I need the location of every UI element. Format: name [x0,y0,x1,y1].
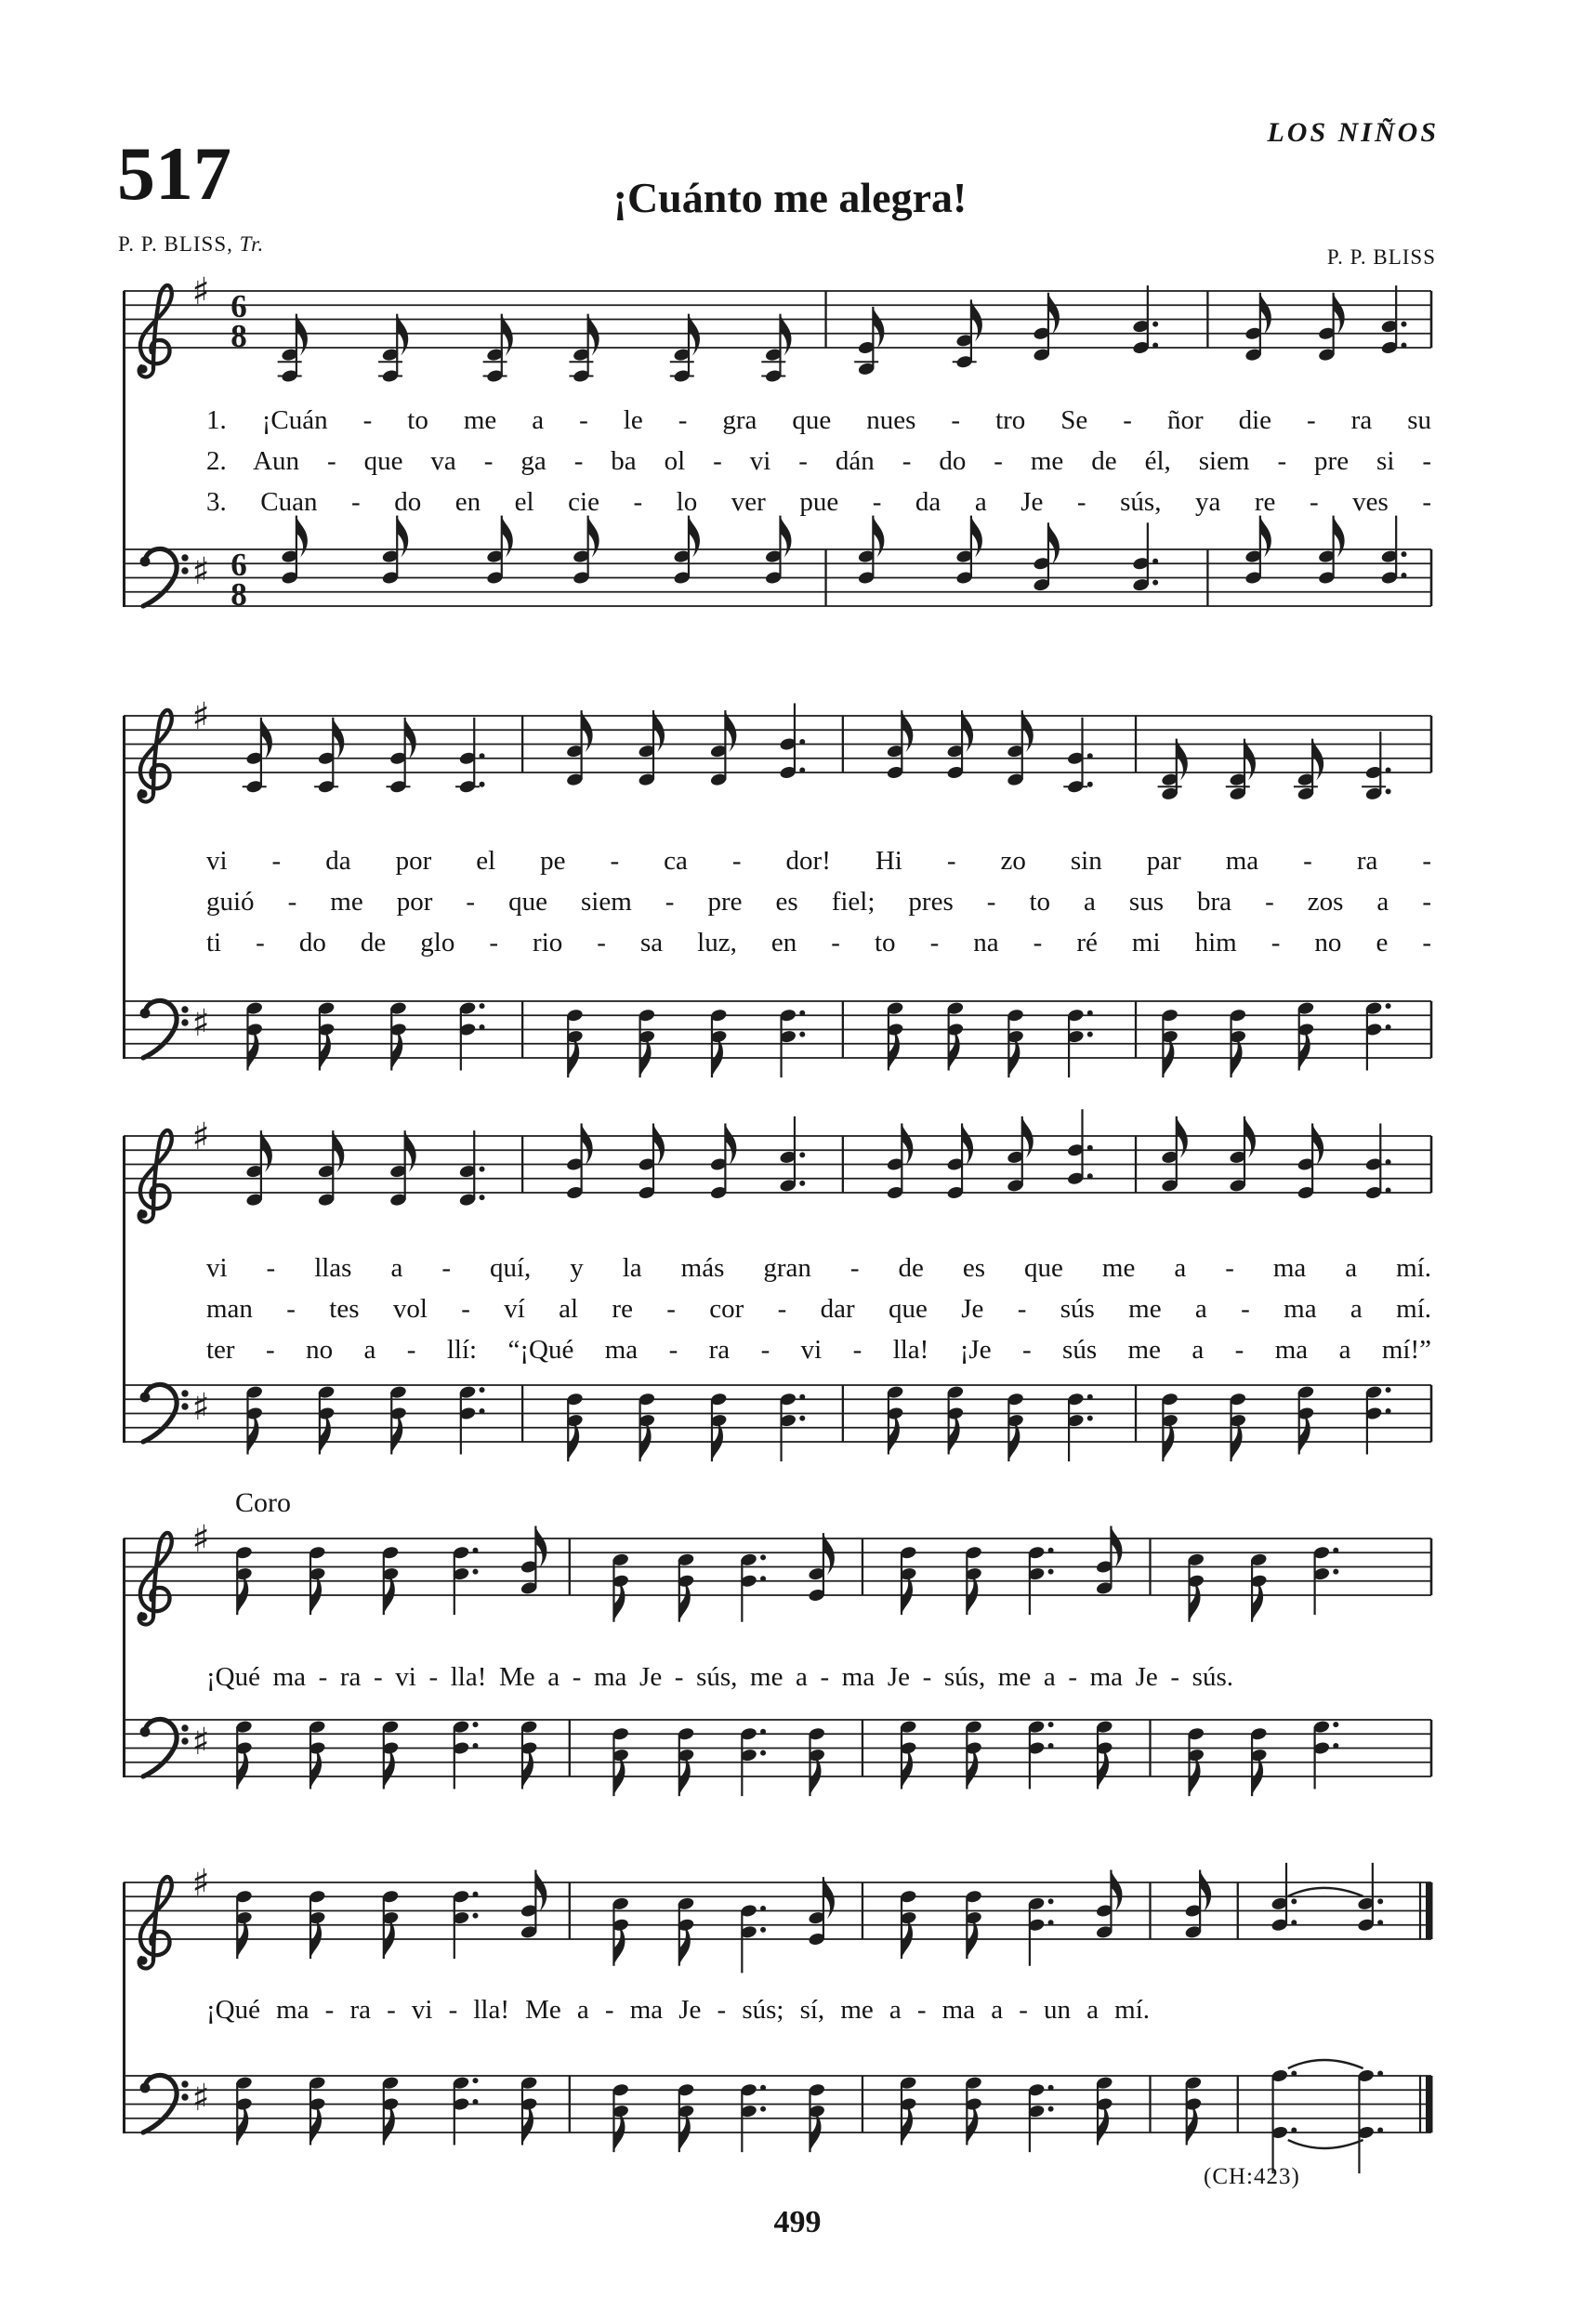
note-column [486,516,513,586]
note-column [677,1896,694,1966]
note-column [779,704,805,780]
note-column [566,1124,593,1200]
note-column [808,1877,835,1947]
note-column [381,1720,399,1789]
note-column [1033,293,1060,363]
note-column [1184,2076,1202,2146]
note-column [710,1392,728,1461]
note-column [520,1870,547,1940]
translator-abbr: Tr. [239,232,265,256]
treble-clef-icon [138,1533,171,1625]
note-column [858,516,885,586]
note-column [1184,1870,1211,1940]
note-column [761,314,791,384]
note-column [946,1001,964,1071]
note-column [566,1008,584,1077]
treble-clef-icon [138,1877,171,1969]
note-column [779,1392,805,1461]
key-signature-sharp-icon: ♯ [191,1386,210,1429]
note-column [381,2076,399,2146]
key-signature-sharp-icon: ♯ [191,1002,210,1045]
key-signature-sharp-icon: ♯ [191,1721,210,1763]
verse-1-line-1: 1. ¡Cuán - to me a - le - gra que nues - tro Se - ñor die - ra su [206,405,1431,435]
note-column [235,1889,253,1959]
note-column [1027,2082,1053,2152]
note-column [965,2076,982,2146]
note-column [458,1130,484,1207]
note-column [1007,710,1034,786]
verse-2-line-1: 2. Aun - que va - ga - ba ol - vi - dán - do - me de él, siem - pre si - [206,446,1431,476]
note-column [1357,1863,1383,1933]
note-column [673,516,700,586]
verse-3-line-3: ter - no a - llí: “¡Qué ma - ra - vi - lla! ¡Je - sús me a - ma a mí!” [206,1335,1431,1365]
note-column [1007,1008,1024,1077]
note-column [638,710,665,786]
treble-staff-3 [107,1078,1455,1264]
note-column [1187,1726,1205,1796]
translator-name: P. P. BLISS, [118,232,233,256]
note-column [1312,1545,1338,1615]
note-column [1067,1392,1093,1461]
note-column [317,1385,335,1455]
note-column [566,710,593,786]
note-column [1297,1001,1314,1071]
note-column [1096,1526,1123,1596]
tie-arc [1288,2060,1363,2068]
hymnal-cross-reference: (CH:423) [1204,2164,1300,2189]
note-column [569,314,599,384]
note-column [1187,1552,1205,1622]
note-column [946,1385,964,1455]
note-column [1357,2068,1383,2173]
note-column [1318,516,1345,586]
chorus-line-2: ¡Qué ma - ra - vi - lla! Me a - ma Je - sús; sí, me a - ma a - un a mí. [206,1995,1150,2025]
note-column [458,1385,484,1455]
note-column [1364,1001,1390,1071]
note-column [378,314,408,384]
final-barline-thick [1426,2076,1433,2133]
note-column [779,1008,805,1077]
note-column [1297,1385,1314,1455]
note-column [452,2076,478,2146]
note-column [638,1008,655,1077]
note-column [235,1545,253,1615]
verse-2-line-2: guió - me por - que siem - pre es fiel; pres - to a sus bra - zos a - [206,887,1431,917]
final-barline-thick [1426,1882,1433,1939]
note-column [309,2076,326,2146]
note-column [1027,1896,1053,1966]
note-column [245,1385,263,1455]
chorus-line-1: ¡Qué ma - ra - vi - lla! Me a - ma Je - sús, me a - ma Je - sús, me a - ma Je - sús. [206,1662,1233,1692]
note-column [389,1130,416,1207]
tie-arc [1288,2140,1363,2148]
note-column [965,1889,982,1959]
note-column [1297,1124,1323,1200]
note-column [1007,1116,1034,1193]
note-column [573,516,599,586]
note-column [1229,1116,1256,1193]
note-column [1318,293,1345,363]
note-column [886,1385,903,1455]
note-column [1380,516,1406,586]
note-column [1096,1870,1123,1940]
note-column [317,1001,335,1071]
note-column [638,1124,665,1200]
note-column [1132,522,1158,592]
note-column [946,710,973,780]
note-column [1158,739,1188,801]
note-column [1027,1720,1053,1789]
note-column [1096,2076,1113,2146]
note-column [677,1726,694,1796]
treble-staff-2 [107,658,1455,844]
note-column [886,1001,903,1071]
note-column [1132,285,1158,355]
note-column [740,1552,766,1622]
note-column [278,314,308,384]
note-column [953,299,982,369]
note-column [808,1533,835,1603]
note-column [381,516,408,586]
verse-2-line-3: man - tes vol - ví al re - cor - dar que Je - sús me a - ma a mí. [206,1294,1431,1324]
key-signature-sharp-icon: ♯ [191,1116,210,1158]
note-column [245,1130,272,1207]
tie-arc [1288,1888,1363,1896]
note-column [710,710,737,786]
note-column [309,1720,326,1789]
note-column [1364,1124,1390,1200]
note-column [740,1904,766,1974]
note-column [1271,1863,1297,1933]
treble-staff-4 [107,1481,1455,1667]
time-signature: 6 [230,288,247,324]
note-column [1362,732,1391,801]
note-column [1229,1392,1246,1461]
note-column [612,1552,629,1622]
note-column [309,1545,326,1615]
note-column [389,1385,407,1455]
note-column [677,1552,694,1622]
key-signature-sharp-icon: ♯ [191,695,210,738]
note-column [900,1889,917,1959]
composer-credit: P. P. BLISS [1326,245,1436,269]
note-column [1067,1008,1093,1077]
note-column [520,1720,538,1789]
note-column [808,1726,825,1796]
note-column [900,2076,917,2146]
note-column [452,1720,478,1789]
hymn-number: 517 [117,131,231,216]
note-column [243,718,272,794]
note-column [235,1720,253,1789]
note-column [886,710,913,780]
note-column [381,1889,399,1959]
note-column [638,1392,655,1461]
note-column [1063,718,1093,794]
note-column [1096,1720,1113,1789]
verse-3-line-2: ti - do de glo - rio - sa luz, en - to - na - ré mi him - no e - [206,928,1431,957]
note-column [965,1720,982,1789]
note-column [612,2082,629,2152]
treble-staff-5 [107,1825,1455,2011]
note-column [235,2076,253,2146]
note-column [1364,1385,1390,1455]
note-column [520,1526,547,1596]
note-column [740,1726,766,1796]
note-column [1244,516,1271,586]
note-column [1027,1545,1053,1615]
section-header: LOS NIÑOS [1267,117,1439,148]
note-column [808,2082,825,2152]
note-column [520,2076,538,2146]
note-column [1033,522,1060,592]
key-signature-sharp-icon: ♯ [191,2077,210,2119]
time-signature: 8 [230,318,247,354]
note-column [900,1720,917,1789]
note-column [710,1124,737,1200]
note-column [946,1124,973,1200]
note-column [1161,1392,1178,1461]
note-column [389,1001,407,1071]
note-column [1271,2068,1297,2173]
note-column [483,314,513,384]
time-signature: 8 [230,576,247,613]
note-column [245,1001,263,1071]
note-column [381,1545,399,1615]
note-column [1161,1008,1178,1077]
time-signature: 6 [230,547,247,583]
note-column [309,1889,326,1959]
note-column [1244,293,1271,363]
key-signature-sharp-icon: ♯ [191,1518,210,1561]
treble-staff-1 [107,233,1455,419]
note-column [965,1545,982,1615]
note-column [677,2082,694,2152]
note-column [710,1008,728,1077]
key-signature-sharp-icon: ♯ [191,271,210,313]
note-column [452,1889,478,1959]
verse-1-line-2: vi - da por el pe - ca - dor! Hi - zo sin par ma - ra - [206,846,1431,876]
page-number: 499 [773,2205,822,2239]
note-column [455,718,485,794]
note-column [955,516,982,586]
note-column [1007,1392,1024,1461]
note-column [886,1124,913,1200]
note-column [1161,1116,1188,1193]
treble-clef-icon [138,710,171,802]
note-column [458,1001,484,1071]
note-column [314,718,344,794]
note-column [765,516,792,586]
note-column [612,1726,629,1796]
note-column [317,1130,344,1207]
key-signature-sharp-icon: ♯ [191,550,210,593]
treble-clef-icon [138,285,171,377]
coro-label: Coro [235,1487,291,1518]
note-column [566,1392,584,1461]
note-column [1229,1008,1246,1077]
verse-3-line-1: 3. Cuan - do en el cie - lo ver pue - da a Je - sús, ya re - ves - [206,487,1431,517]
note-column [1312,1720,1338,1789]
note-column [740,2082,766,2152]
hymn-title: ¡Cuánto me alegra! [612,174,968,221]
note-column [386,718,415,794]
note-column [670,314,700,384]
note-column [1380,285,1406,355]
note-column [1250,1552,1268,1622]
note-column [612,1896,629,1966]
note-column [452,1545,478,1615]
note-column [1067,1109,1093,1185]
key-signature-sharp-icon: ♯ [191,1862,210,1905]
note-column [900,1545,917,1615]
note-column [281,516,308,586]
verse-1-line-3: vi - llas a - quí, y la más gran - de es que me a - ma a mí. [206,1253,1431,1283]
note-column [779,1116,805,1193]
note-column [854,307,884,376]
note-column [1226,739,1256,801]
note-column [1250,1726,1268,1796]
treble-clef-icon [138,1130,171,1222]
note-column [1294,739,1323,801]
